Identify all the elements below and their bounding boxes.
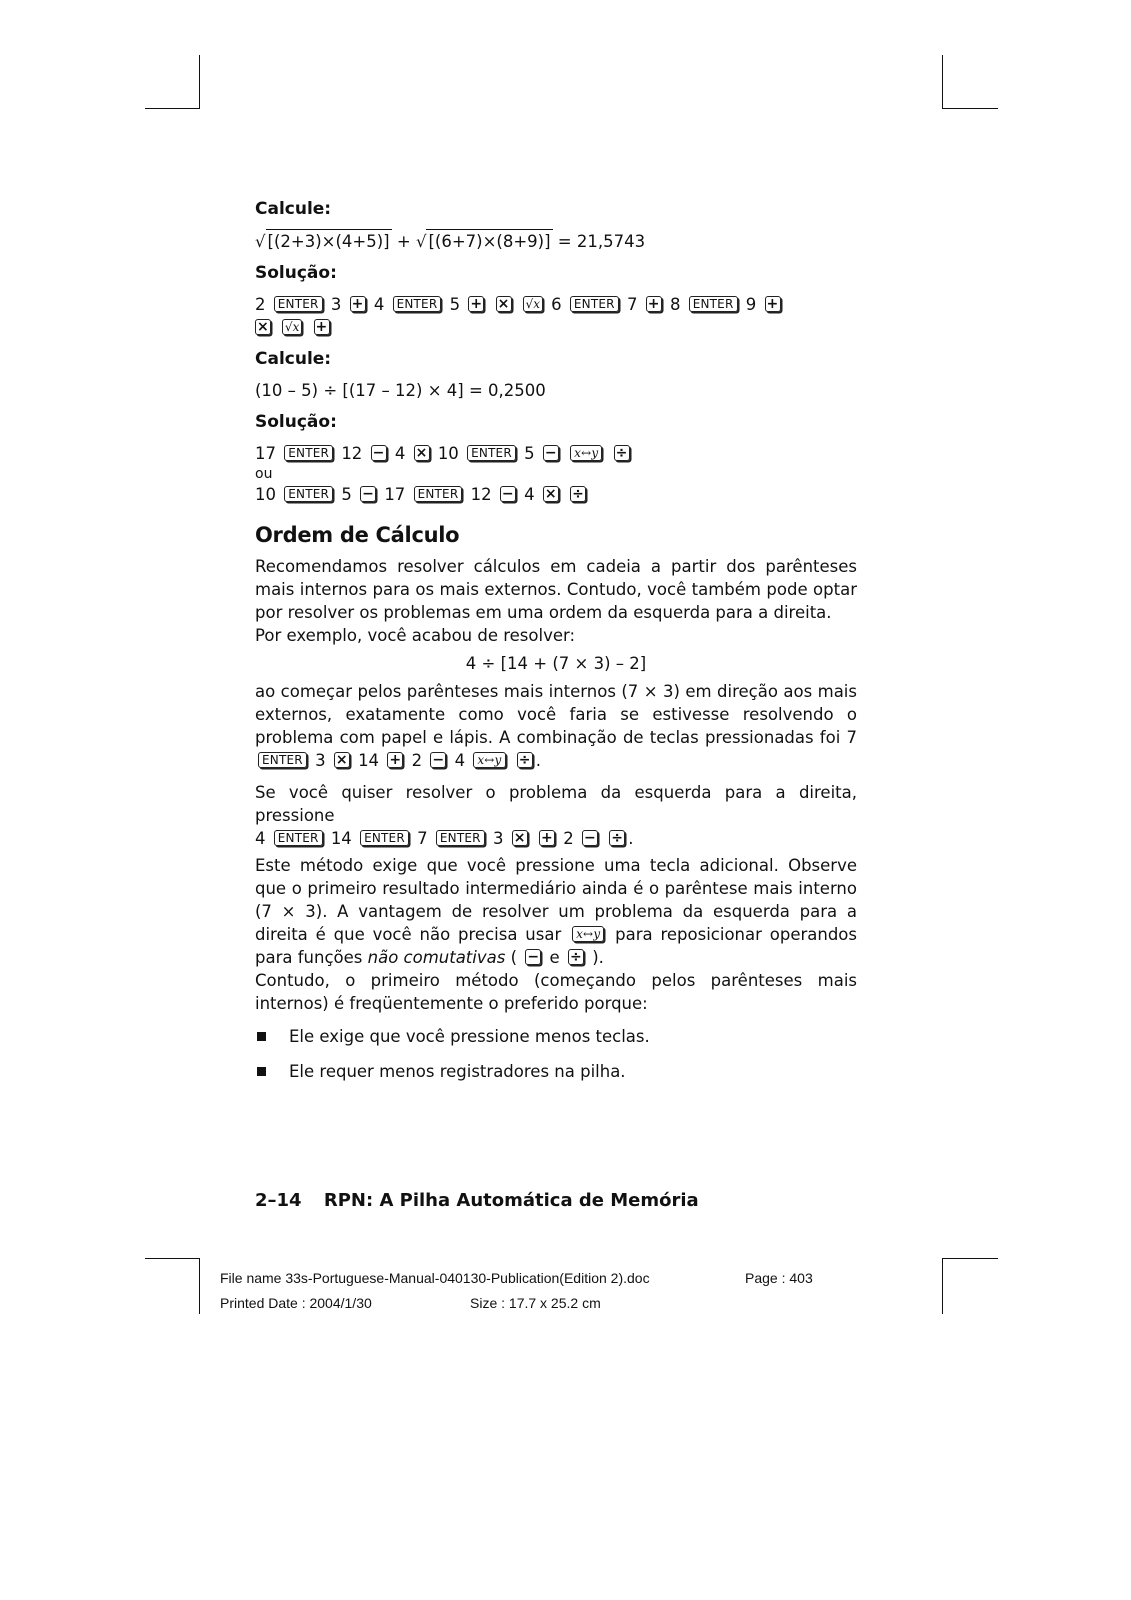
enter-key: ENTER xyxy=(436,830,485,846)
crop-mark-top-right-horizontal xyxy=(942,108,998,109)
num: 9 xyxy=(745,295,757,314)
enter-key: ENTER xyxy=(274,830,323,846)
plus-key: + xyxy=(468,296,484,312)
num: 7 xyxy=(626,295,638,314)
times-key: × xyxy=(496,296,512,312)
enter-key: ENTER xyxy=(570,296,619,312)
sqrt-sign: √ xyxy=(415,232,427,251)
divide-key: ÷ xyxy=(609,830,625,846)
bullet-list xyxy=(255,1025,857,1083)
num: 10 xyxy=(437,444,459,463)
page-content xyxy=(255,198,857,1083)
crop-mark-bottom-left-horizontal xyxy=(145,1258,200,1259)
solution-1-line-2 xyxy=(255,316,857,339)
paragraph-2: Por exemplo, você acabou de resolver: xyxy=(255,626,576,645)
num: 2 xyxy=(411,751,423,770)
paragraph-4: Se você quiser resolver o problema da esquerda para a direita, pressione xyxy=(255,783,857,825)
minus-key: − xyxy=(543,445,559,461)
bullet-square-icon xyxy=(257,1067,266,1076)
num: 5 xyxy=(524,444,535,463)
divide-key: ÷ xyxy=(570,486,586,502)
paragraph-5-text: Este método exige que você pressione uma tecla adicional. Observe que o primeiro resultado intermediário ainda é o parêntese mais interno (7 × 3). A vantagem de resolver um problema da esquerda para a direita é que você não precisa usar xyxy=(255,856,857,944)
enter-key: ENTER xyxy=(414,486,463,502)
list-item-text: Ele requer menos registradores na pilha. xyxy=(289,1062,626,1081)
num: 3 xyxy=(492,829,504,848)
plus-key: + xyxy=(350,296,366,312)
expr-result: = 21,5743 xyxy=(557,232,646,251)
enter-key: ENTER xyxy=(284,486,333,502)
solucao-label-2: Solução: xyxy=(255,412,337,432)
paragraph-1: Recomendamos resolver cálculos em cadeia a partir dos parênteses mais internos para os mais externos. Contudo, você também pode optar por resolver os problemas em uma ordem da esquerda para a direita. xyxy=(255,557,857,622)
times-key: × xyxy=(334,752,350,768)
paragraph-5-mid: para reposicionar operandos para funções xyxy=(255,925,857,967)
crop-mark-top-left-vertical xyxy=(199,55,200,109)
times-key: × xyxy=(414,445,430,461)
sqrt-key: √x xyxy=(282,319,302,335)
num: 6 xyxy=(551,295,562,314)
sqrt-sign: √ xyxy=(255,232,266,251)
solution-2-line-2 xyxy=(255,483,857,506)
page-footer xyxy=(255,1190,699,1211)
divide-key: ÷ xyxy=(614,445,630,461)
enter-key: ENTER xyxy=(274,296,323,312)
sqrt-radicand-a: [(2+3)×(4+5)] xyxy=(266,229,392,253)
num: 17 xyxy=(255,444,276,463)
swap-key: x↔y xyxy=(572,926,604,942)
plus-key: + xyxy=(646,296,662,312)
num: 4 xyxy=(373,295,385,314)
file-name: File name 33s-Portuguese-Manual-040130-Publication(Edition 2).doc xyxy=(220,1270,650,1286)
enter-key: ENTER xyxy=(258,752,307,768)
times-key: × xyxy=(512,830,528,846)
list-item xyxy=(255,1025,857,1048)
conjunction: e xyxy=(549,948,560,967)
paragraph-6: Contudo, o primeiro método (começando pelos parênteses mais internos) é freqüentemente o preferido porque: xyxy=(255,971,857,1013)
paragraph-3-text: ao começar pelos parênteses mais internos (7 × 3) em direção aos mais externos, exatamente como você faria se estivesse resolvendo o problema com papel e lápis. A combinação de teclas pressionadas foi 7 xyxy=(255,682,857,747)
size-label: Size : 17.7 x 25.2 cm xyxy=(470,1295,601,1311)
bullet-square-icon xyxy=(257,1032,266,1041)
paragraph-4-keys xyxy=(255,827,857,850)
page-label: Page : 403 xyxy=(745,1270,813,1286)
sqrt-radicand-b: [(6+7)×(8+9)] xyxy=(426,229,552,253)
num: 12 xyxy=(341,444,363,463)
sqrt-key: √x xyxy=(523,296,543,312)
list-item-text: Ele exige que você pressione menos teclas. xyxy=(289,1027,650,1046)
expr-plus: + xyxy=(396,232,411,251)
divide-key: ÷ xyxy=(517,752,533,768)
printed-date: Printed Date : 2004/1/30 xyxy=(220,1295,372,1311)
num: 4 xyxy=(394,444,406,463)
chapter-title: RPN: A Pilha Automática de Memória xyxy=(323,1190,699,1211)
crop-mark-top-right-vertical xyxy=(942,55,943,109)
num: 4 xyxy=(524,485,535,504)
num: 5 xyxy=(449,295,461,314)
enter-key: ENTER xyxy=(284,445,333,461)
crop-mark-bottom-left-vertical xyxy=(199,1258,200,1314)
period: . xyxy=(535,751,542,770)
enter-key: ENTER xyxy=(689,296,738,312)
sqrt-expression xyxy=(255,229,857,253)
num: 14 xyxy=(330,829,352,848)
calcule-label-2: Calcule: xyxy=(255,349,332,369)
page-number: 2–14 xyxy=(255,1190,302,1211)
num: 4 xyxy=(255,829,266,848)
minus-key: − xyxy=(525,949,541,965)
list-item xyxy=(255,1060,857,1083)
solution-1-line-1 xyxy=(255,293,857,316)
swap-key: x↔y xyxy=(570,445,602,461)
times-key: × xyxy=(543,486,559,502)
minus-key: − xyxy=(360,486,376,502)
solution-2-line-1 xyxy=(255,442,857,465)
paragraph-5-italic: não comutativas xyxy=(367,948,506,967)
enter-key: ENTER xyxy=(393,296,442,312)
plus-key: + xyxy=(387,752,403,768)
paragraph-5 xyxy=(255,854,857,969)
num: 2 xyxy=(255,295,266,314)
paren-close: ). xyxy=(592,948,604,967)
plus-key: + xyxy=(314,319,330,335)
paren-open: ( xyxy=(510,948,518,967)
minus-key: − xyxy=(500,486,516,502)
num: 5 xyxy=(341,485,352,504)
solucao-label-1: Solução: xyxy=(255,263,337,283)
ou-label: ou xyxy=(255,466,273,482)
num: 8 xyxy=(669,295,681,314)
paragraph-3 xyxy=(255,680,857,772)
num: 17 xyxy=(384,485,406,504)
enter-key: ENTER xyxy=(360,830,409,846)
crop-mark-bottom-right-horizontal xyxy=(942,1258,998,1259)
crop-mark-bottom-right-vertical xyxy=(942,1258,943,1314)
section-heading: Ordem de Cálculo xyxy=(255,523,460,547)
times-key: × xyxy=(255,319,271,335)
plus-key: + xyxy=(539,830,555,846)
minus-key: − xyxy=(371,445,387,461)
formula: 4 ÷ [14 + (7 × 3) – 2] xyxy=(465,654,647,673)
expression-2: (10 – 5) ÷ [(17 – 12) × 4] = 0,2500 xyxy=(255,381,546,400)
num: 7 xyxy=(417,829,428,848)
enter-key: ENTER xyxy=(467,445,516,461)
num: 4 xyxy=(454,751,466,770)
num: 14 xyxy=(358,751,380,770)
plus-key: + xyxy=(765,296,781,312)
divide-key: ÷ xyxy=(568,949,584,965)
num: 2 xyxy=(563,829,574,848)
minus-key: − xyxy=(430,752,446,768)
crop-mark-top-left-horizontal xyxy=(145,108,200,109)
minus-key: − xyxy=(582,830,598,846)
swap-key: x↔y xyxy=(473,752,505,768)
num: 3 xyxy=(330,295,342,314)
num: 3 xyxy=(315,751,326,770)
calcule-label-1: Calcule: xyxy=(255,199,332,219)
period: . xyxy=(628,829,634,848)
num: 10 xyxy=(255,485,276,504)
num: 12 xyxy=(470,485,492,504)
